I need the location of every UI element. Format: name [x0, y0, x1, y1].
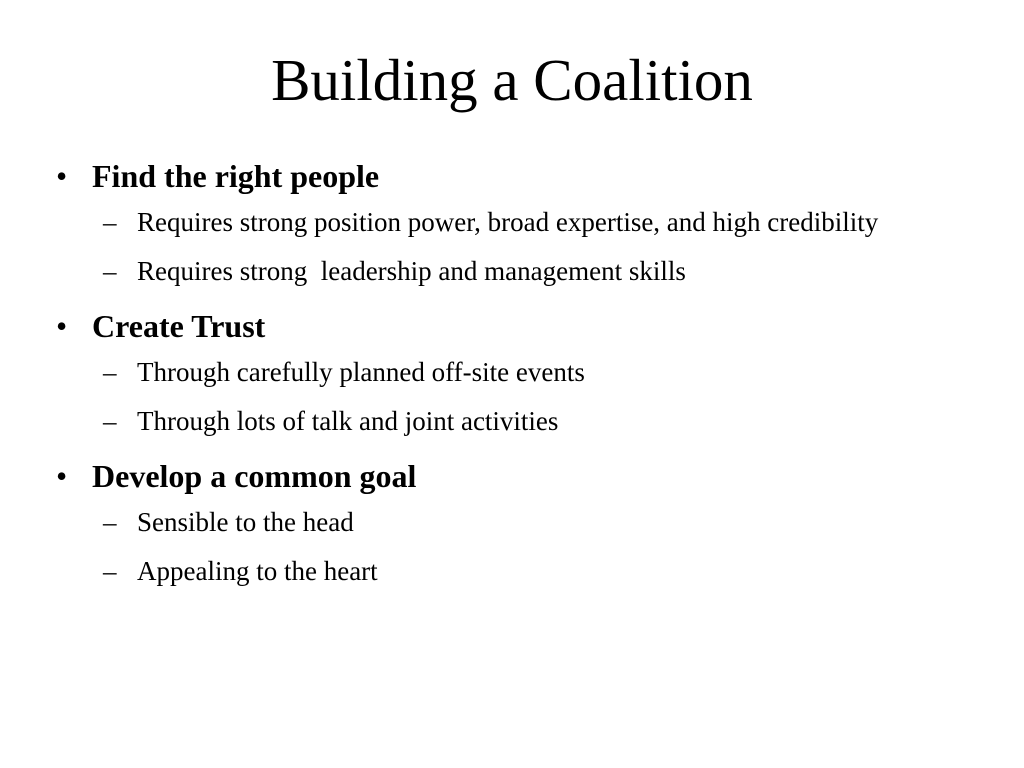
sub-bullet-item — [92, 502, 952, 542]
sub-bullet-marker: – — [103, 507, 117, 537]
sub-bullet-text: Requires strong leadership and management skills — [137, 256, 686, 286]
sub-bullet-text: Appealing to the heart — [137, 556, 378, 586]
bullet-text: Find the right people — [92, 158, 380, 194]
sub-bullet-list — [92, 202, 952, 291]
sub-bullet-item — [92, 352, 952, 392]
sub-bullet-marker: – — [103, 406, 117, 436]
sub-bullet-marker: – — [103, 357, 117, 387]
bullet-marker: • — [56, 458, 68, 494]
bullet-marker: • — [56, 158, 68, 194]
bullet-text: Create Trust — [92, 308, 266, 344]
bullet-marker: • — [56, 308, 68, 344]
sub-bullet-marker: – — [103, 256, 117, 286]
bullet-item — [52, 450, 952, 591]
sub-bullet-text: Sensible to the head — [137, 507, 354, 537]
bullet-item — [52, 300, 952, 441]
sub-bullet-item — [92, 202, 952, 242]
sub-bullet-marker: – — [103, 207, 117, 237]
sub-bullet-marker: – — [103, 556, 117, 586]
sub-bullet-list — [92, 502, 952, 591]
sub-bullet-item — [92, 251, 952, 291]
sub-bullet-item — [92, 551, 952, 591]
sub-bullet-text: Requires strong position power, broad expertise, and high credibility — [137, 207, 879, 237]
sub-bullet-list — [92, 352, 952, 441]
bullet-list — [52, 150, 952, 600]
sub-bullet-text: Through carefully planned off-site events — [137, 357, 585, 387]
slide-title: Building a Coalition — [271, 47, 753, 113]
sub-bullet-text: Through lots of talk and joint activities — [137, 406, 559, 436]
bullet-item — [52, 150, 952, 291]
sub-bullet-item — [92, 401, 952, 441]
bullet-text: Develop a common goal — [92, 458, 417, 494]
